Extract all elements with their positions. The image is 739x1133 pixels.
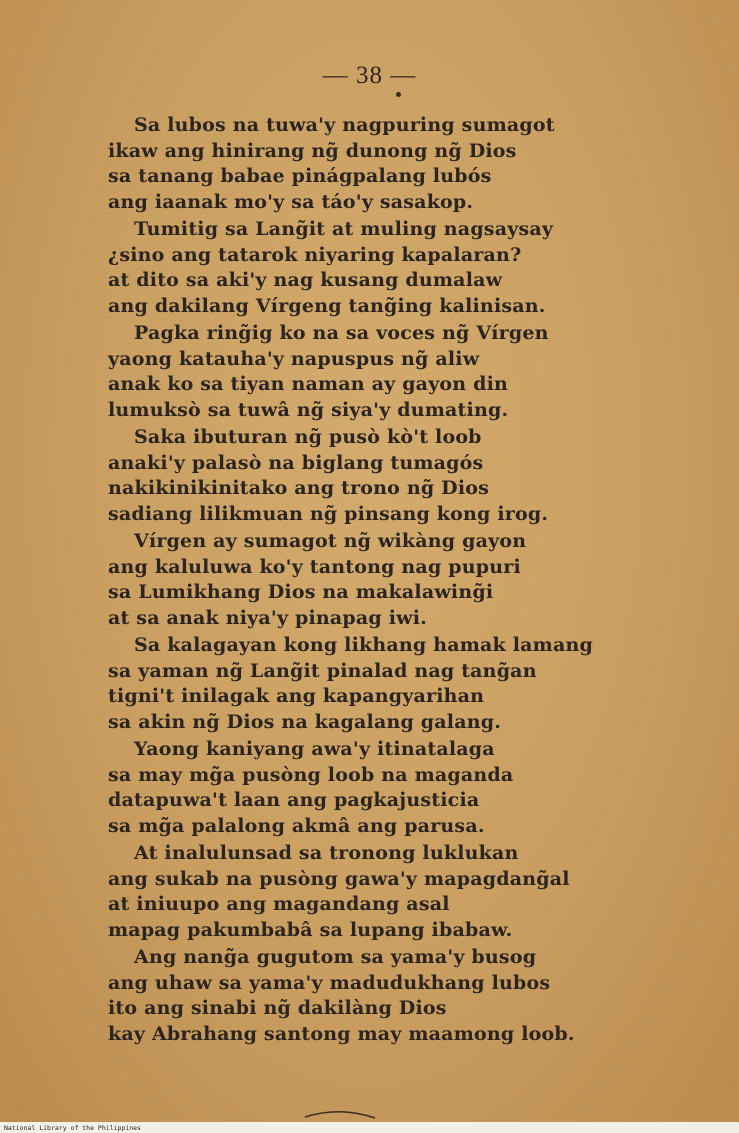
poem-line: tigni't inilagak ang kapangyarihan	[108, 685, 485, 707]
poem-line: Sa kalagayan kong likhang hamak lamang	[134, 634, 593, 656]
poem-line: at sa anak niya'y pinapag iwi.	[108, 606, 427, 629]
poem-line: anak ko sa tiyan naman ay gayon din	[108, 373, 509, 395]
stanza	[108, 321, 628, 423]
stanza	[108, 841, 628, 943]
stanza	[108, 945, 628, 1047]
poem-line: sadiang lilikmuan ng̃ pinsang kong irog.	[108, 502, 549, 525]
poem-line: ito ang sinabi ng̃ dakilàng Dios	[108, 997, 447, 1019]
poem-line: yaong katauha'y napuspus ng̃ aliw	[108, 347, 480, 370]
poem-line: ang sukab na pusòng gawa'y mapagdang̃al	[108, 867, 570, 890]
stanza	[108, 425, 628, 527]
stanza	[108, 633, 628, 735]
poem-line: Vírgen ay sumagot ng̃ wikàng gayon	[134, 530, 527, 552]
poem-line: at iniuupo ang magandang asal	[108, 893, 450, 915]
poem-line: Pagka ring̃ig ko na sa voces ng̃ Vírgen	[134, 322, 549, 344]
poem-line: sa akin ng̃ Dios na kagalang galang.	[108, 710, 502, 733]
poem-line: sa yaman ng̃ Lang̃it pinalad nag tang̃an	[108, 659, 537, 682]
stanza	[108, 737, 628, 839]
poem-line: Saka ibuturan ng̃ pusò kò't loob	[134, 426, 482, 448]
poem-line: sa Lumikhang Dios na makalawing̃i	[108, 581, 494, 603]
poem-line: nakikinikinitako ang trono ng̃ Dios	[108, 477, 490, 499]
poem-line: mapag pakumbabâ sa lupang ibabaw.	[108, 918, 513, 941]
poem-line: at dito sa aki'y nag kusang dumalaw	[108, 269, 503, 291]
poem-line: sa may mg̃a pusòng loob na maganda	[108, 763, 514, 786]
page-edge-curl	[300, 1108, 380, 1120]
poem-line: ¿sino ang tatarok niyaring kapalaran?	[108, 243, 522, 266]
poem-line: kay Abrahang santong may maamong loob.	[108, 1022, 575, 1045]
poem-line: sa tanang babae pinágpalang lubós	[108, 165, 492, 187]
poem-line: At inalulunsad sa tronong luklukan	[134, 842, 519, 864]
poem-line: Ang nang̃a gugutom sa yama'y busog	[134, 946, 537, 968]
poem-line: ang iaanak mo'y sa táo'y sasakop.	[108, 190, 474, 213]
poem-line: anaki'y palasò na biglang tumagós	[108, 451, 484, 474]
poem	[108, 113, 628, 1049]
poem-line: lumuksò sa tuwâ ng̃ siya'y dumating.	[108, 398, 509, 421]
stanza	[108, 217, 628, 319]
page-number: — 38 —	[322, 62, 417, 89]
poem-line: Tumitig sa Lang̃it at muling nagsaysay	[134, 218, 554, 240]
poem-line: sa mg̃a palalong akmâ ang parusa.	[108, 814, 485, 837]
poem-line: ang kaluluwa ko'y tantong nag pupuri	[108, 555, 521, 578]
poem-line: Sa lubos na tuwa'y nagpuring sumagot	[134, 114, 555, 136]
poem-line: ang dakilang Vírgeng tang̃ing kalinisan.	[108, 294, 546, 317]
poem-line: ikaw ang hinirang ng̃ dunong ng̃ Dios	[108, 139, 517, 162]
stanza	[108, 113, 628, 215]
poem-line: ang uhaw sa yama'y madudukhang lubos	[108, 971, 551, 994]
poem-line: datapuwa't laan ang pagkajusticia	[108, 789, 480, 811]
poem-line: Yaong kaniyang awa'y itinatalaga	[134, 738, 495, 760]
library-credit: National Library of the Philippines	[4, 1124, 141, 1132]
stanza	[108, 529, 628, 631]
ink-dot	[396, 92, 401, 97]
